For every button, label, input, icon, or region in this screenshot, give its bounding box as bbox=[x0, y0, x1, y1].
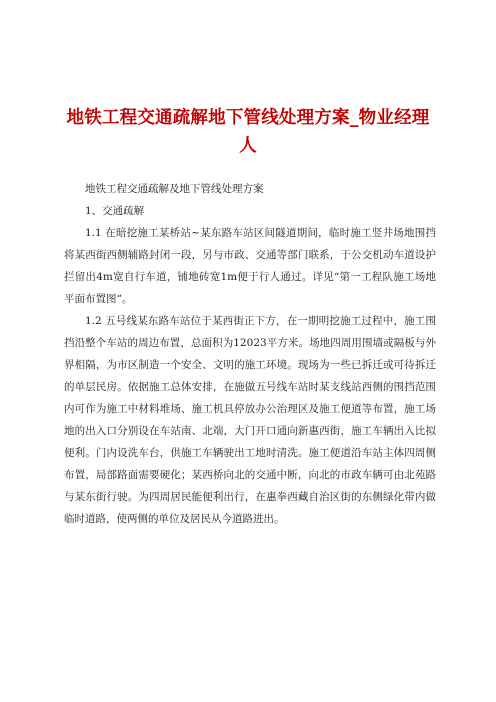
section-heading: 1、交通疏解 bbox=[85, 205, 145, 217]
document-body bbox=[64, 178, 436, 530]
document-subtitle: 地铁工程交通疏解及地下管线处理方案 bbox=[85, 183, 264, 195]
paragraph-1-2: 1.2 五号线某东路车站位于某西街正下方，在一期明挖施工过程中，施工围挡沿整个车站的周边布置，总面积为12023平方米。场地四周用围墙或隔板与外界相隔，为市区制造一个安全、文明的施工环境。现场为一些已拆迁或可待拆迁的单层民房。依据施工总体安排，在施做五号线车站时某支线站西侧的围挡范围内可作为施工中材料堆场、施工机具停放办公治理区及施工便道等布置，施工场地的出入口分别设在车站南、北端，大门开口通向新惠西街，施工车辆出入比拟便利。门内设洗车台，供施工车辆驶出工地时清洗。施工便道沿车站主体四周侧布置，局部路面需要硬化；某西桥向北的交通中断，向北的市政车辆可由北苑路与某东街行驶。为四周居民能便利出行，在惠拳西藏自治区街的东侧绿化带内做临时道路，使两侧的单位及居民从今道路进出。 bbox=[64, 315, 436, 525]
document-title: 地铁工程交通疏解地下管线处理方案_物业经理人 bbox=[66, 108, 430, 156]
paragraph-1-1: 1.1 在暗挖施工某桥站~某东路车站区间隧道期间，临时施工竖井场地围挡将某西街西侧辅路封闭一段，另与市政、交通等部门联系，于公交机动车道设护拦留出4m宽自行车道，铺地砖宽1m便于行人通过。详见“第一工程队施工场地平面布置图“。 bbox=[64, 227, 436, 305]
